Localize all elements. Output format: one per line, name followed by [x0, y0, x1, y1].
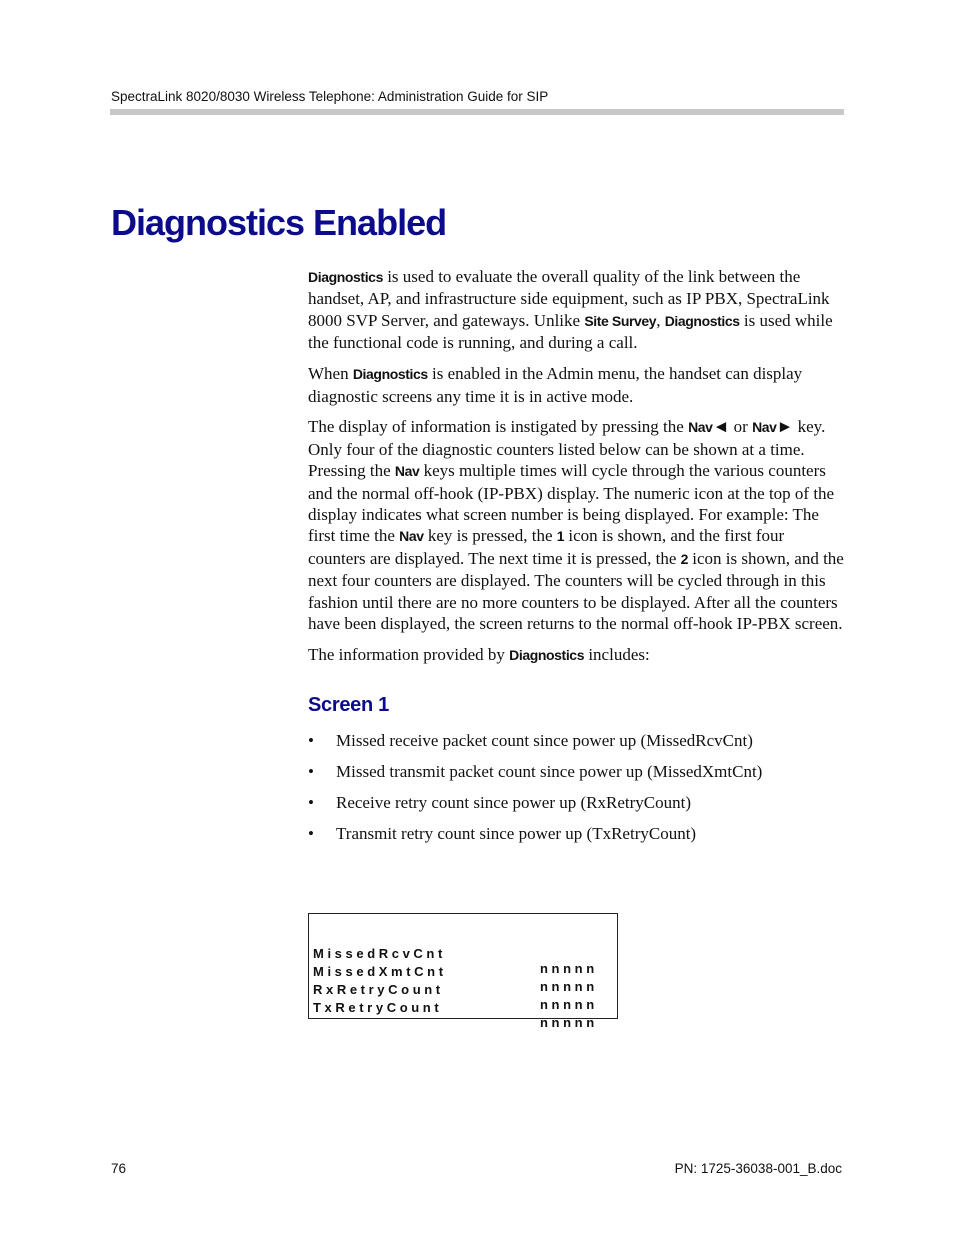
header-rule [110, 109, 844, 115]
page-number: 76 [111, 1161, 127, 1176]
keyword: Diagnostics [352, 366, 428, 383]
text-run: icon is shown, and the first four counters are displayed. The next time it is pressed, the [308, 526, 785, 568]
text-run: is enabled in the Admin menu, the handset can display diagnostic screens any time it is in active mode. [308, 364, 803, 406]
bullet-icon: • [308, 823, 314, 843]
section-heading: Screen 1 [308, 694, 389, 717]
paragraph-intro [308, 266, 844, 354]
display-row-label: R x R e t r y C o u n t [313, 982, 441, 997]
header-title: SpectraLink 8020/8030 Wireless Telephone: Administration Guide for SIP [111, 89, 549, 104]
text-run: keys multiple times will cycle through the various counters and the normal off-hook (IP-PBX) display. The numeric icon at the top of the display indicates what screen number is being displayed. For example: The first time the [308, 461, 835, 546]
keyword: Nav [688, 419, 713, 436]
paragraph-enabled [308, 363, 844, 407]
body-content [308, 266, 844, 853]
text-run: When [308, 364, 353, 384]
nav-left-arrow-icon: ◄ [712, 417, 730, 437]
text-run: The information provided by [308, 645, 510, 664]
counter-list [308, 730, 844, 844]
paragraph-navigation [308, 416, 844, 634]
keyword: Diagnostics [308, 269, 383, 285]
text-run: key. Only four of the diagnostic counters listed below can be shown at a time. Pressing the [308, 417, 826, 481]
display-row-value: n n n n n [540, 1015, 595, 1030]
list-item [308, 823, 844, 844]
text-run: icon is shown, and the next four counters are displayed. The counters will be cycled through in this fashion until there are no more counters to be displayed. After all the counters have been displayed, the screen returns to the normal off-hook IP-PBX screen. [308, 548, 844, 634]
keyword: Nav [752, 419, 777, 436]
text-run: is used to evaluate the overall quality of the link between the handset, AP, and infrastructure side equipment, such as IP PBX, SpectraLink 8000 SVP Server, and gateways. Unlike [308, 267, 830, 330]
keyword: Nav [394, 463, 420, 480]
display-row-value: n n n n n [540, 997, 595, 1012]
handset-display-mockup [308, 913, 618, 1030]
text-run: The display of information is instigated by pressing the [308, 417, 689, 437]
display-row-label: T x R e t r y C o u n t [313, 1000, 439, 1015]
text-run: is used while the functional code is running, and during a call. [308, 310, 833, 353]
display-row-label: M i s s e d R c v C n t [313, 946, 443, 961]
list-item [308, 730, 844, 751]
display-row-value: n n n n n [540, 961, 595, 976]
list-item-text: Receive retry count since power up (RxRetryCount) [336, 792, 692, 812]
text-run: or [729, 417, 753, 437]
keyword: Diagnostics [509, 647, 585, 663]
list-item-text: Missed transmit packet count since power up (MissedXmtCnt) [336, 761, 763, 781]
list-item [308, 792, 844, 813]
nav-right-arrow-icon: ► [776, 417, 794, 437]
keyword: Diagnostics [664, 312, 740, 329]
keyword: 2 [680, 550, 689, 567]
page-title: Diagnostics Enabled [111, 202, 447, 243]
list-item-text: Transmit retry count since power up (TxRetryCount) [336, 823, 697, 843]
part-number: PN: 1725-36038-001_B.doc [674, 1161, 842, 1176]
keyword: Site Survey [584, 312, 657, 329]
list-item [308, 761, 844, 782]
bullet-icon: • [308, 730, 314, 750]
text-run: key is pressed, the [423, 526, 557, 546]
keyword: 1 [556, 528, 565, 545]
bullet-icon: • [308, 761, 314, 781]
bullet-icon: • [308, 792, 314, 812]
paragraph-includes [308, 644, 844, 666]
keyword: Nav [399, 528, 424, 545]
display-row-label: M i s s e d X m t C n t [313, 964, 444, 979]
list-item-text: Missed receive packet count since power up (MissedRcvCnt) [336, 730, 753, 750]
text-run: includes: [584, 645, 650, 664]
display-row-value: n n n n n [540, 979, 595, 994]
text-run: , [656, 310, 665, 330]
